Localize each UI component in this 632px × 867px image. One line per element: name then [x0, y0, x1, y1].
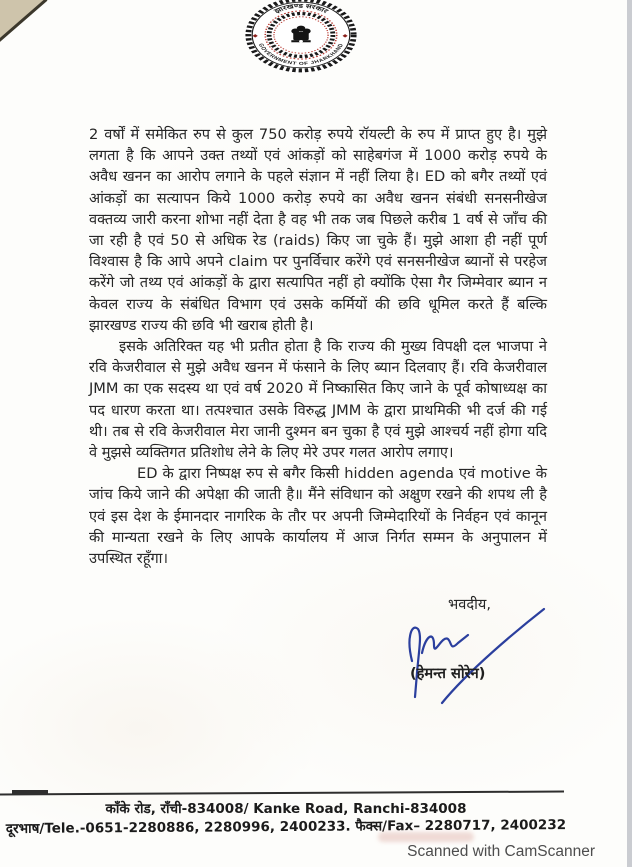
scan-smudge — [378, 832, 474, 842]
footer-contact: दूरभाष/Tele.-0651-2280886, 2280996, 2400233. फैक्स/Fax– 2280717, 2400232 — [5, 817, 567, 837]
signature-ink — [396, 601, 548, 713]
footer-address: काँके रोड, राँची-834008/ Kanke Road, Ranchi-834008 — [105, 801, 467, 817]
signatory-name: (हेमन्त सोरेन) — [410, 665, 486, 682]
footer-divider — [0, 791, 564, 796]
footer-divider-dash — [12, 790, 48, 794]
paragraph-3: ED के द्वारा निष्पक्ष रुप से बगैर किसी hidden agenda एवं motive के जांच किये जाने की अपेक्षा की जाती है॥ मैंने संविधान को अक्षुण रखने की शपथ ली है एवं इस देश के ईमानदार नागरिक के तौर पर अपनी जिम्मेदारियों के निर्वहन एवं कानून की मान्यता रखने के लिए आपके कार्यालय में आज निर्गत सम्मन के अनुपालन में उपस्थित रहूँगा। — [89, 465, 547, 568]
emblem-top-text: झारखण्ड सरकार — [272, 2, 331, 15]
jharkhand-government-seal-icon — [243, 0, 359, 74]
emblem-right-diamond-icon: ◆ — [342, 33, 348, 39]
paragraph-2: इसके अतिरिक्त यह भी प्रतीत होता है कि राज्य की मुख्य विपक्षी दल भाजपा ने रवि केजरीवाल से मुझे अवैध खनन में फंसाने के लिए ब्यान दिलवाए हैं। रवि केजरीवाल JMM का एक सदस्य था एवं वर्ष 2020 में निष्कासित किए जाने के पूर्व कोषाध्यक्ष का पद धारण करता था। तत्पश्चात उसके विरुद्ध JMM के द्वारा प्राथमिकी भी दर्ज की गई थी। तब से रवि केजरीवाल मेरा जानी दुश्मन बन चुका है एवं मुझे आश्चर्य नहीं होगा यदि वे मुझसे व्यक्तिगत प्रतिशोध लेने के लिए मेरे उपर गलत आरोप लगाए। — [89, 338, 547, 462]
emblem-bottom-text: GOVERNMENT OF JHARKHAND — [256, 42, 346, 67]
letter-body — [89, 124, 547, 569]
emblem-left-diamond-icon: ◆ — [252, 33, 258, 39]
closing-salutation: भवदीय, — [448, 596, 492, 613]
camscanner-watermark: Scanned with CamScanner — [407, 843, 595, 860]
paragraph-1: 2 वर्षों में समेकित रुप से कुल 750 करोड़ रुपये रॉयल्टी के रुप में प्राप्त हुए है। मुझे लगता है कि आपने उक्त तथ्यों एवं आंकड़ों को साहेबगंज में 1000 करोड़ रुपये के अवैध खनन का आरोप लगाने के पहले संज्ञान में नहीं लिया है। ED को बगैर तथ्यों एवं आंकड़ों का सत्यापन किये 1000 करोड़ रुपये का अवैध खनन संबंधी सनसनीखेज वक्तव्य जारी करना शोभा नहीं देता है वह भी तक जब पिछले करीब 1 वर्ष से जाँच की जा रही है एवं 50 से अधिक रेड (raids) किए जा चुके हैं। मुझे आशा ही नहीं पूर्ण विश्वास है कि आपे अपने claim पर पुनर्विचार करेंगे एवं सनसनीखेज ब्यानों से परहेज करेंगे जो तथ्य एवं आंकड़ों के द्वारा सत्यापित नहीं हो क्योंकि ऐसा गैर जिम्मेवार ब्यान न केवल राज्य के संबंधित विभाग एवं उसके कर्मियों की छवि धूमिल करते हैं बल्कि झारखण्ड राज्य की छवि भी खराब होती है। — [89, 126, 547, 334]
page-edge-shadow — [627, 0, 632, 867]
